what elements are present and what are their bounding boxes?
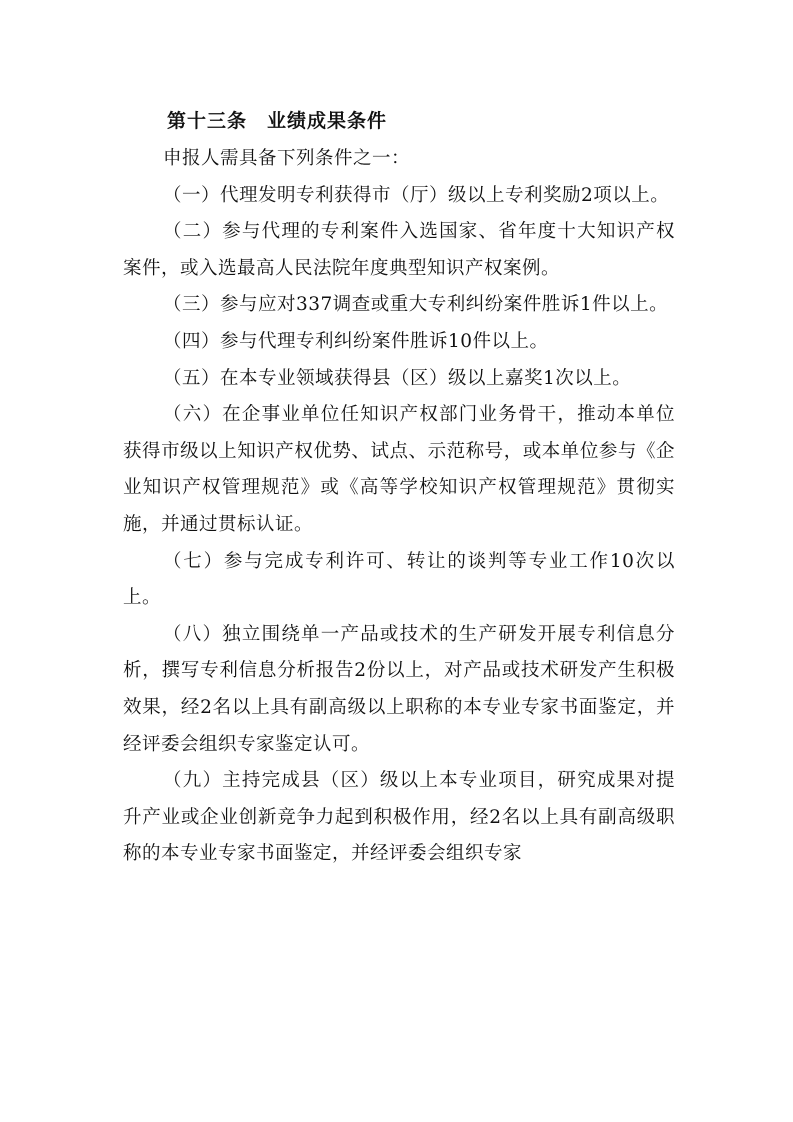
condition-item-7: （七）参与完成专利许可、转让的谈判等专业工作10次以上。 bbox=[123, 550, 675, 609]
article-body bbox=[123, 103, 675, 873]
article-intro: 申报人需具备下列条件之一： bbox=[163, 148, 411, 169]
condition-item-1: （一）代理发明专利获得市（厅）级以上专利奖励2项以上。 bbox=[163, 184, 670, 206]
condition-item-2: （二）参与代理的专利案件入选国家、省年度十大知识产权案件，或入选最高人民法院年度典型知识产权案例。 bbox=[123, 221, 675, 279]
article-title: 第十三条 业绩成果条件 bbox=[167, 110, 388, 132]
condition-item-6: （六）在企事业单位任知识产权部门业务骨干，推动本单位获得市级以上知识产权优势、试点、示范称号，或本单位参与《企业知识产权管理规范》或《高等学校知识产权管理规范》贯彻实施，并通过贯标认证。 bbox=[123, 404, 675, 535]
condition-item-9: （九）主持完成县（区）级以上本专业项目，研究成果对提升产业或企业创新竞争力起到积极作用，经2名以上具有副高级职称的本专业专家书面鉴定，并经评委会组织专家 bbox=[123, 770, 675, 865]
condition-item-4: （四）参与代理专利纠纷案件胜诉10件以上。 bbox=[163, 330, 549, 352]
condition-item-8: （八）独立围绕单一产品或技术的生产研发开展专利信息分析，撰写专利信息分析报告2份以上，对产品或技术研发产生积极效果，经2名以上具有副高级以上职称的本专业专家书面鉴定，并经评委会组织专家鉴定认可。 bbox=[123, 623, 675, 755]
condition-item-3: （三）参与应对337调查或重大专利纠纷案件胜诉1件以上。 bbox=[163, 294, 669, 316]
condition-item-5: （五）在本专业领域获得县（区）级以上嘉奖1次以上。 bbox=[163, 367, 632, 389]
